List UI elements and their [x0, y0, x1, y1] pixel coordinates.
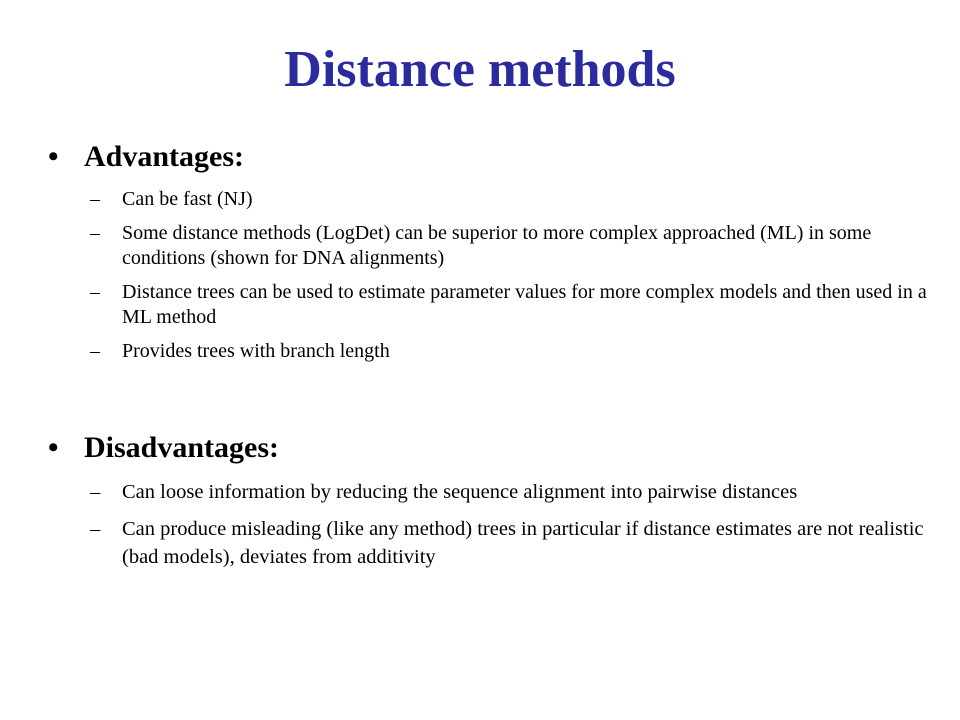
advantage-item: [90, 339, 928, 364]
dash-icon: –: [90, 340, 100, 362]
disadvantages-section: [48, 428, 928, 571]
advantage-item-text: Some distance methods (LogDet) can be superior to more complex approached (ML) in some conditions (shown for DNA alignments): [122, 222, 872, 269]
slide-title: Distance methods: [284, 41, 676, 98]
disadvantages-heading-row: [48, 428, 928, 468]
advantages-heading-row: [48, 137, 928, 177]
disadvantage-item-text: Can loose information by reducing the sequence alignment into pairwise distances: [122, 481, 798, 503]
dash-icon: –: [90, 222, 100, 244]
dash-icon: –: [90, 281, 100, 303]
disadvantage-item: [90, 478, 928, 506]
bullet-icon: •: [48, 431, 59, 464]
dash-icon: –: [90, 188, 100, 210]
advantage-item: [90, 280, 928, 330]
advantage-item: [90, 221, 928, 271]
advantages-heading: Advantages:: [84, 140, 245, 173]
advantage-item-text: Can be fast (NJ): [122, 188, 253, 210]
advantage-item-text: Provides trees with branch length: [122, 340, 390, 362]
advantage-item-text: Distance trees can be used to estimate parameter values for more complex models and then used in a ML method: [122, 281, 927, 328]
disadvantage-item-text: Can produce misleading (like any method) trees in particular if distance estimates are not realistic (bad models), deviates from additivity: [122, 518, 924, 568]
dash-icon: –: [90, 481, 101, 503]
dash-icon: –: [90, 518, 101, 540]
disadvantages-heading: Disadvantages:: [84, 431, 280, 464]
advantages-section: [48, 137, 928, 364]
bullet-icon: •: [48, 140, 59, 173]
advantage-item: [90, 187, 928, 212]
disadvantage-item: [90, 515, 928, 571]
